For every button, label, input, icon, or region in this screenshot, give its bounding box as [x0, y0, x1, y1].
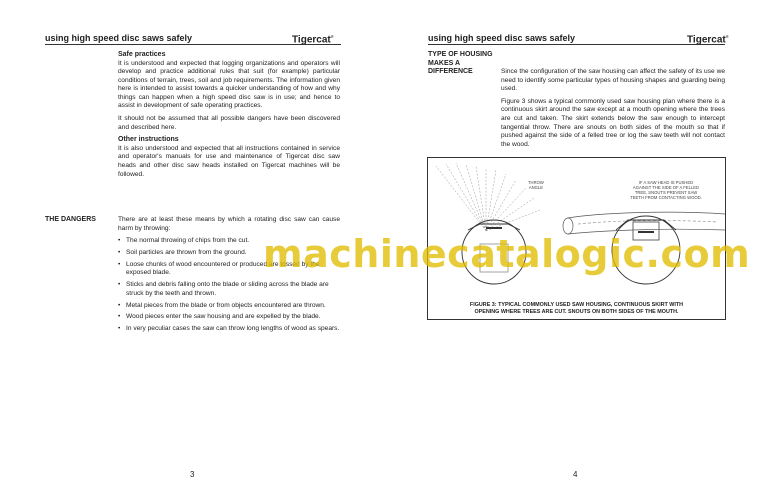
dangers-list-item: • The normal throwing of chips from the cut.: [118, 237, 340, 246]
dangers-list-item: • Wood pieces enter the saw housing and are expelled by the blade.: [118, 313, 340, 322]
housing-side-heading: [428, 51, 493, 77]
snout-note-line-1: IF A SAW HEAD IS PUSHED: [638, 180, 694, 185]
housing-side-heading-line-3: DIFFERENCE: [428, 68, 473, 76]
safe-practices-heading: Safe practices: [118, 51, 166, 58]
housing-para-1: Since the configuration of the saw housing can affect the safety of its use we need to identify some particular types of housing shapes and guarding being used.: [501, 68, 725, 93]
snout-note-line-2: AGAINST THE SIDE OF A FELLED: [632, 185, 700, 190]
dangers-list-item: • Loose chunks of wood encountered or produced are tossed by the exposed blade.: [118, 261, 340, 278]
right-brand-mark: ®: [725, 34, 729, 39]
left-header-title: using high speed disc saws safely: [45, 33, 193, 43]
other-instructions-para: It is also understood and expected that all instructions contained in service and operator's manuals for use and maintenance of Tigercat disc saw heads and other disc saw heads installed on Tigercat machines will be followed.: [118, 144, 340, 178]
safe-practices-para-1: It is understood and expected that logging organizations and operators will develop and practice additional rules that suit (for example) particular conditions of terrain, trees, soil and job requirements. The information given here is intended to assist towards a quicker understanding of how and why things can happen when a high speed disc saw is in use; and hence to assist in development of safe operating practices.: [118, 59, 340, 110]
dangers-list-item: • Metal pieces from the blade or from objects encountered are thrown.: [118, 302, 340, 311]
left-page-number: 3: [190, 470, 195, 479]
right-brand-text: Tigercat: [687, 34, 726, 46]
right-page-number: 4: [573, 470, 578, 479]
snout-note-line-3: TREE, SNOUTS PREVENT SAW: [634, 190, 698, 195]
safe-practices-para-2: It should not be assumed that all possible dangers have been discovered and described here.: [118, 115, 340, 131]
throw-angle-label: [528, 180, 544, 190]
dangers-side-heading: THE DANGERS: [45, 216, 96, 223]
dangers-list-item: • Soil particles are thrown from the ground.: [118, 249, 340, 258]
left-brand-mark: ®: [330, 34, 334, 39]
throw-label-line-2: ANGLE: [528, 185, 544, 190]
figure-3-drawing: [428, 158, 725, 298]
felled-log: [563, 212, 725, 234]
housing-side-heading-line-1: TYPE OF HOUSING: [428, 51, 493, 58]
figure-3-caption: [428, 302, 725, 316]
dangers-intro: There are at least these means by which a rotating disc saw can cause harm by throwing:: [118, 216, 340, 232]
throw-label-line-1: THROW: [528, 180, 544, 185]
left-header-rule: [45, 44, 341, 45]
housing-para-2: Figure 3 shows a typical commonly used saw housing plan where there is a continuous skirt around the saw except at a mouth opening where the trees are cut and taken. The skirt extends below the saw enough to intercept tangential throw. There are snouts on both sides of the mouth so that if pushed against the side of a felled tree or log the saw teeth will not contact the wood.: [501, 97, 725, 148]
other-instructions-heading: Other instructions: [118, 136, 179, 144]
dangers-list-item: • Sticks and debris falling onto the blade or sliding across the blade are struck by the teeth and thrown.: [118, 281, 340, 298]
right-header-title: using high speed disc saws safely: [428, 33, 576, 43]
right-header-rule: [428, 44, 725, 45]
figure-caption-line-1: FIGURE 3: TYPICAL COMMONLY USED SAW HOUSING, CONTINUOUS SKIRT WITH: [469, 302, 684, 308]
figure-caption-line-2: OPENING WHERE TREES ARE CUT. SNOUTS ON BOTH SIDES OF THE MOUTH.: [474, 309, 679, 315]
snout-note-line-4: TEETH FROM CONTACTING WOOD.: [630, 195, 702, 200]
safe-practices-section: [118, 51, 340, 183]
snout-note: [616, 180, 716, 200]
housing-text-section: [501, 68, 725, 153]
dangers-list-item: • In very peculiar cases the saw can throw long lengths of wood as spears.: [118, 325, 340, 334]
left-brand-text: Tigercat: [292, 34, 331, 46]
housing-side-heading-line-2: MAKES A: [428, 59, 461, 67]
watermark: machinecatalogic.com: [263, 232, 751, 276]
